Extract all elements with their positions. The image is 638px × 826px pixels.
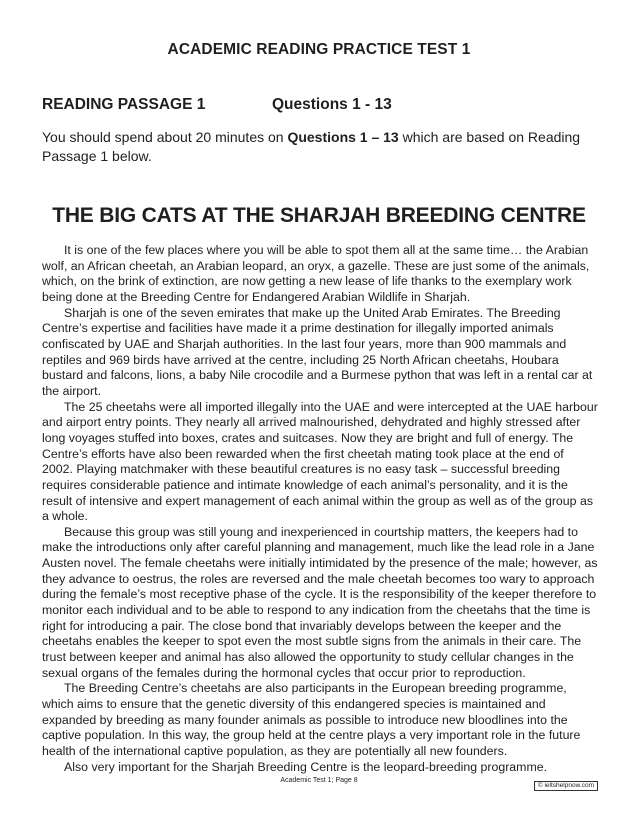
paragraph-3: The 25 cheetahs were all imported illegally into the UAE and were intercepted at the UAE harbour and airport entry points. They nearly all arrived malnourished, dehydrated and highly stressed after long voyages stuffed into boxes, crates and suitcases. Now they are bright and full of energy. The Centre’s efforts have also been rewarded when the first cheetah mating took place at the end of 2002. Playing matchmaker with these beautiful creatures is no easy task – successful breeding requires considerable patience and intimate knowledge of each animal’s personality, and it is the result of intensive and expert management of each animal within the group as well as of the group as a whole.: [42, 399, 598, 524]
paragraph-2: Sharjah is one of the seven emirates that make up the United Arab Emirates. The Breeding Centre’s expertise and facilities have made it a prime destination for illegally imported animals confiscated by UAE and Sharjah authorities. In the last four years, more than 900 mammals and reptiles and 969 birds have arrived at the centre, including 25 North African cheetahs, Houbara bustard and falcons, lions, a baby Nile crocodile and a Burmese python that was left in a rental car at the airport.: [42, 305, 593, 398]
questions-label: Questions 1 - 13: [272, 96, 392, 113]
page-footer: Academic Test 1; Page 8: [280, 777, 358, 784]
paragraph-1: It is one of the few places where you will be able to spot them all at the same time… the Arabian wolf, an African cheetah, an Arabian leopard, an oryx, a gazelle. These are just some of the animals, which, on the brink of extinction, are now getting a new lease of life thanks to the exemplary work being done at the Breeding Centre for Endangered Arabian Wildlife in Sharjah.: [42, 243, 590, 304]
paragraph-5: The Breeding Centre’s cheetahs are also participants in the European breeding programme, which aims to ensure that the genetic diversity of this endangered species is maintained and expanded by breeding as many founder animals as possible to introduce new bloodlines into the captive population. In this way, the group held at the centre plays a very important role in the future health of the international captive population, as they are potentially all new founders.: [42, 681, 581, 758]
instructions-prefix: You should spend about 20 minutes on: [42, 129, 288, 145]
site-badge[interactable]: © ieltshelpnow.com: [534, 781, 598, 791]
paragraph-6: Also very important for the Sharjah Breeding Centre is the leopard-breeding programme.: [64, 759, 548, 774]
instructions-suffix: which are based on Reading Passage 1 below.: [42, 129, 581, 164]
passage-label: READING PASSAGE 1: [42, 96, 206, 113]
instructions: [42, 128, 602, 165]
paragraph-4: Because this group was still young and inexperienced in courtship matters, the keepers had to make the introductions only after careful planning and management, much like the lead role in a Jane Austen novel. The female cheetahs were initially intimidated by the presence of the male; however, as they advance to oestrus, the roles are reversed and the male cheetah becomes too wary to approach during the female’s most receptive phase of the cycle. It is the responsibility of the keeper therefore to monitor each individual and to be able to respond to any indication from the cheetahs that the time is right for introducing a pair. The close bond that invariably develops between the keeper and the cheetahs enables the keeper to spot even the most subtle signs from the animals in their care. The trust between keeper and animal has also allowed the opportunity to study cellular changes in the sexual organs of the females during the hormonal cycles that occur prior to reproduction.: [42, 524, 598, 680]
instructions-bold: Questions 1 – 13: [287, 129, 399, 145]
passage-title: THE BIG CATS AT THE SHARJAH BREEDING CENTRE: [52, 204, 586, 227]
passage-body: [42, 243, 598, 775]
test-title: ACADEMIC READING PRACTICE TEST 1: [167, 41, 471, 58]
